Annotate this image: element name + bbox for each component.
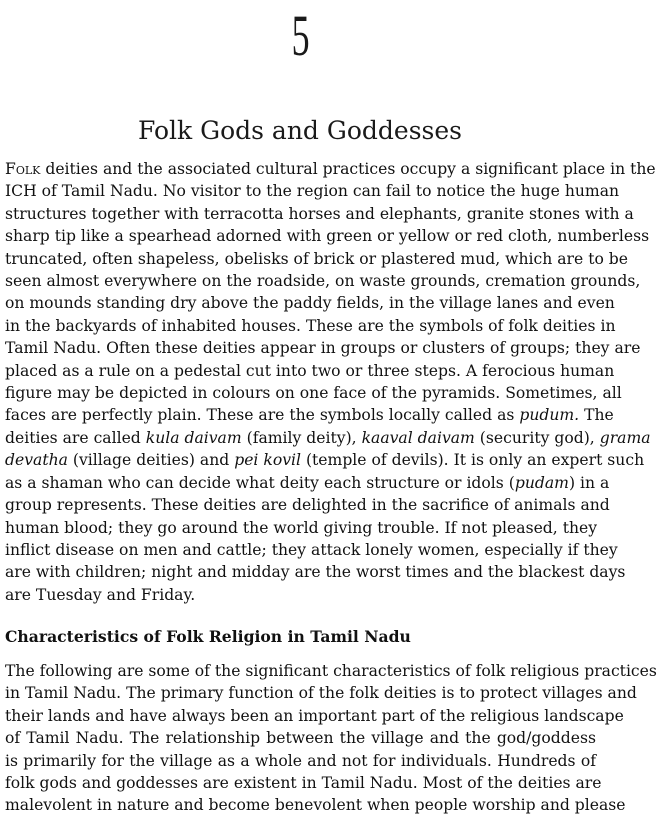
- text-line: figure may be depicted in colours on one face of the pyramids. Sometimes, all: [5, 384, 622, 403]
- text-line: in the backyards of inhabited houses. These are the symbols of folk deities in: [5, 316, 616, 335]
- text-line: on mounds standing dry above the paddy fields, in the village lanes and even: [5, 294, 615, 313]
- text-line: ICH of Tamil Nadu. No visitor to the region can fail to notice the huge human: [5, 182, 620, 201]
- text-line: folk gods and goddesses are existent in Tamil Nadu. Most of the deities are: [5, 774, 602, 793]
- text-line: are with children; night and midday are the worst times and the blackest days: [5, 563, 626, 582]
- body-paragraph-2: [5, 660, 657, 817]
- text-line: Folk deities and the associated cultural practices occupy a significant place in the: [5, 160, 656, 178]
- text-line: structures together with terracotta horses and elephants, granite stones with a: [5, 204, 634, 223]
- text-line: human blood; they go around the world giving trouble. If not pleased, they: [5, 518, 598, 537]
- text-line: devatha (village deities) and pei kovil (temple of devils). It is only an expert such: [5, 451, 645, 470]
- text-line: are Tuesday and Friday.: [5, 585, 196, 604]
- italic-term: kaaval daivam: [361, 428, 475, 447]
- italic-term: pudam: [514, 473, 569, 492]
- text-line: inflict disease on men and cattle; they attack lonely women, especially if they: [5, 540, 618, 559]
- text-line: placed as a rule on a pedestal cut into two or three steps. A ferocious human: [5, 361, 615, 380]
- italic-term: grama: [599, 428, 651, 447]
- italic-term: devatha: [5, 451, 68, 470]
- text-line: faces are perfectly plain. These are the symbols locally called as pudum. The: [5, 406, 614, 425]
- italic-term: pei kovil: [234, 451, 301, 470]
- text-line: deities are called kula daivam (family deity), kaaval daivam (security god), grama: [5, 428, 651, 447]
- text-line: group represents. These deities are delighted in the sacrifice of animals and: [5, 496, 610, 515]
- text-line: malevolent in nature and become benevolent when people worship and please: [5, 796, 626, 815]
- text-line: truncated, often shapeless, obelisks of brick or plastered mud, which are to be: [5, 249, 629, 268]
- text-line: is primarily for the village as a whole and not for individuals. Hundreds of: [5, 751, 596, 770]
- italic-term: kula daivam: [145, 428, 242, 447]
- text-line: seen almost everywhere on the roadside, on waste grounds, cremation grounds,: [5, 272, 641, 291]
- body-paragraph-1: [5, 158, 656, 606]
- italic-term: pudum.: [519, 406, 580, 425]
- section-heading: Characteristics of Folk Religion in Tamil Nadu: [5, 627, 411, 646]
- text-line: in Tamil Nadu. The primary function of the folk deities is to protect villages and: [5, 684, 637, 703]
- text-line: as a shaman who can decide what deity each structure or idols (pudam) in a: [5, 473, 610, 492]
- drop-lead-word: Folk: [5, 160, 41, 178]
- chapter-number: 5: [291, 3, 309, 68]
- text-line: Tamil Nadu. Often these deities appear in groups or clusters of groups; they are: [5, 339, 641, 358]
- text-line: of Tamil Nadu. The relationship between the village and the god/goddess: [5, 729, 596, 748]
- chapter-title: Folk Gods and Goddesses: [138, 116, 462, 145]
- text-line: sharp tip like a spearhead adorned with green or yellow or red cloth, numberless: [5, 227, 650, 246]
- text-line: their lands and have always been an important part of the religious landscape: [5, 706, 624, 725]
- text-line: The following are some of the significant characteristics of folk religious practices: [5, 662, 657, 680]
